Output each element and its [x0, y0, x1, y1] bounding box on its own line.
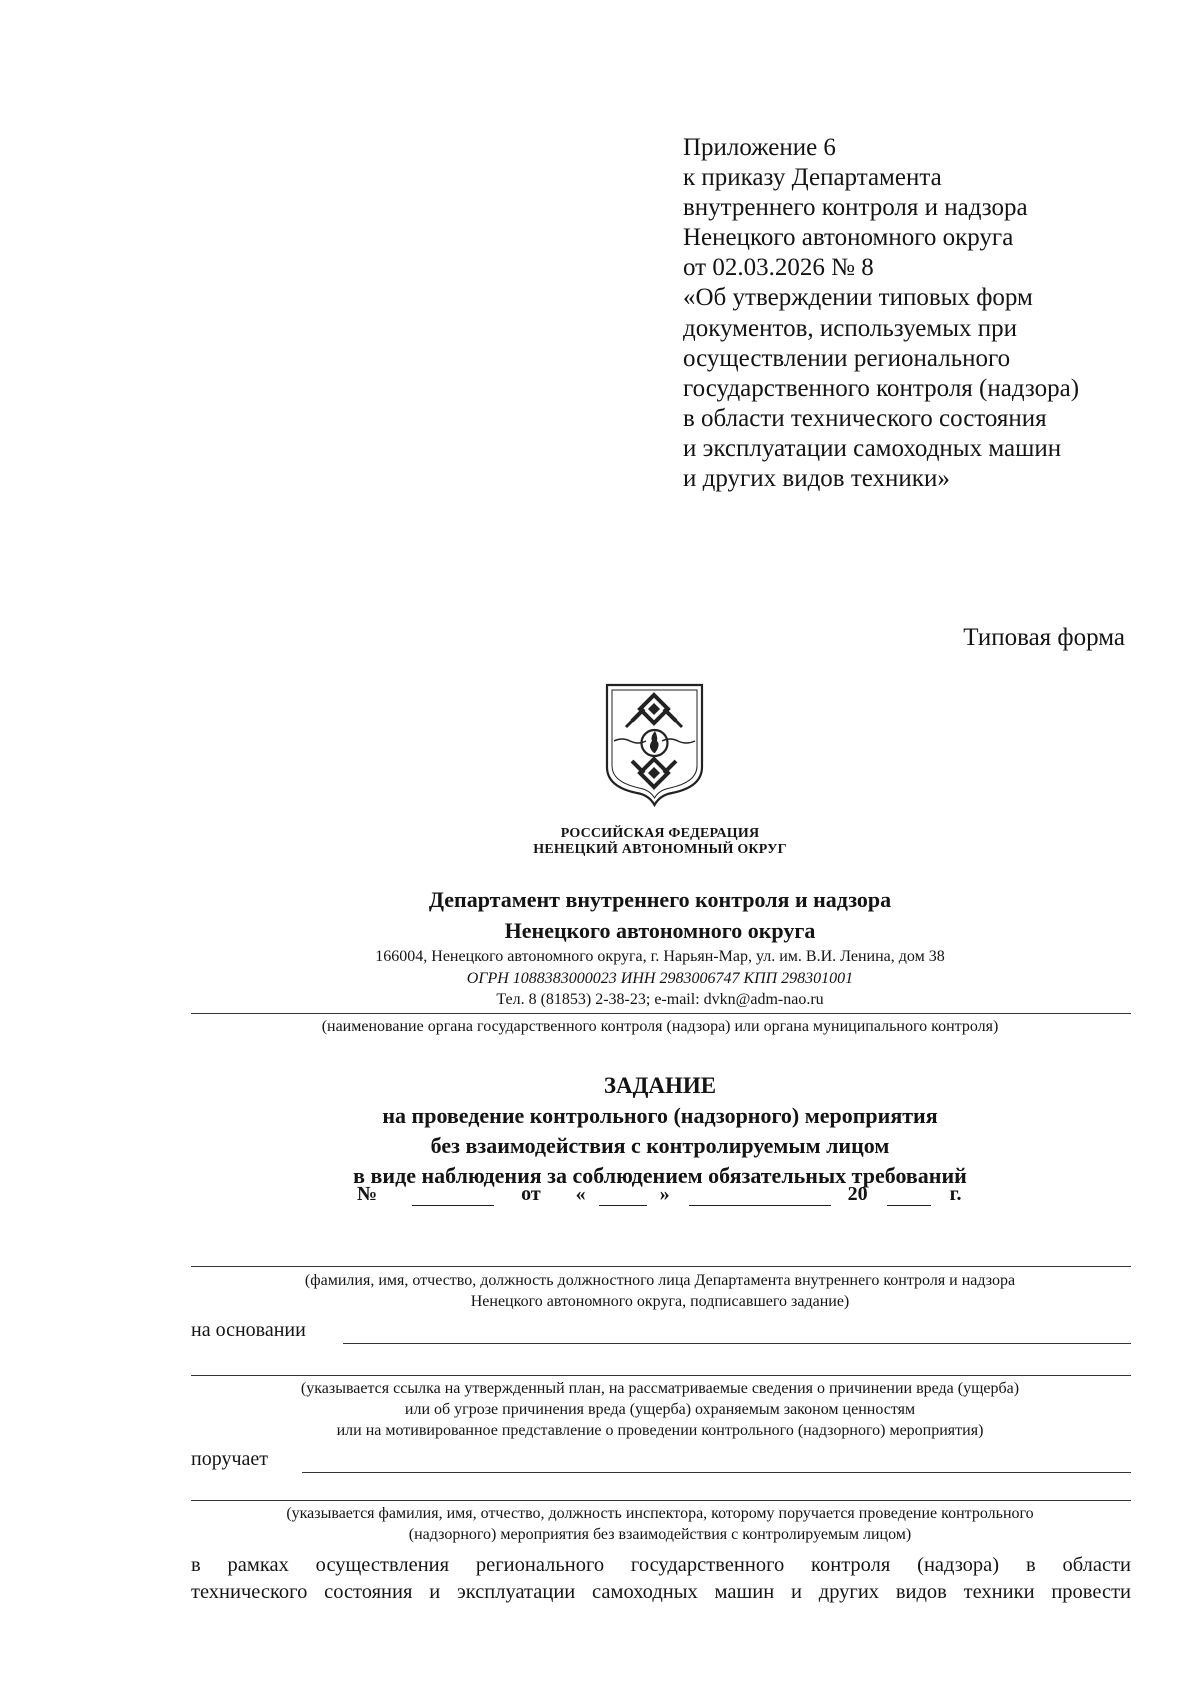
assign-label: поручает	[191, 1448, 268, 1470]
task-number-field[interactable]	[412, 1185, 494, 1206]
task-subtitle: без взаимодействия с контролируемым лицом	[430, 1133, 890, 1158]
number-sign: №	[357, 1183, 378, 1205]
from-word: от	[521, 1183, 541, 1205]
appendix-line: документов, используемых при	[683, 314, 1018, 342]
assignee-field[interactable]	[302, 1472, 1131, 1473]
department-name	[190, 884, 1130, 946]
appendix-block	[683, 133, 1183, 494]
official-field[interactable]	[191, 1266, 1131, 1267]
country-header	[190, 826, 1130, 858]
task-subtitle: на проведение контрольного (надзорного) мероприятия	[382, 1103, 938, 1128]
contacts-text: Тел. 8 (81853) 2-38-23; e-mail: dvkn@adm-nao.ru	[496, 991, 824, 1008]
caption-line: или на мотивированное представление о проведении контрольного (надзорного) мероприятия)	[336, 1422, 984, 1439]
basis-field-line2[interactable]	[191, 1375, 1131, 1376]
registration-ids: ОГРН 1088383000023 ИНН 2983006747 КПП 298301001	[466, 969, 854, 987]
nenets-coat-of-arms-icon	[602, 681, 707, 807]
basis-field[interactable]	[343, 1343, 1131, 1344]
appendix-line: «Об утверждении типовых форм	[683, 284, 1033, 312]
body-line: технического состояния и эксплуатации самоходных машин и других видов техники провести	[191, 1581, 1131, 1603]
task-title: ЗАДАНИЕ	[603, 1073, 717, 1098]
organ-caption: (наименование органа государственного контроля (надзора) или органа муниципального контроля)	[321, 1018, 999, 1035]
day-field[interactable]	[599, 1185, 647, 1206]
appendix-line: к приказу Департамента	[683, 164, 942, 192]
task-number-line	[357, 1183, 962, 1206]
department-line: Департамент внутреннего контроля и надзора	[428, 887, 892, 912]
appendix-line: и других видов техники»	[683, 465, 950, 493]
caption-line: (фамилия, имя, отчество, должность должностного лица Департамента внутреннего контроля и надзора	[304, 1272, 1016, 1289]
appendix-line: Приложение 6	[683, 134, 836, 161]
region-name: НЕНЕЦКИЙ АВТОНОМНЫЙ ОКРУГ	[533, 842, 787, 857]
caption-line: Ненецкого автономного округа, подписавшего задание)	[470, 1293, 850, 1310]
department-line: Ненецкого автономного округа	[504, 918, 816, 943]
assignee-field-line2[interactable]	[191, 1500, 1131, 1501]
appendix-line: внутреннего контроля и надзора	[683, 194, 1028, 222]
appendix-line: Ненецкого автономного округа	[683, 224, 1014, 252]
task-subtitle: в виде наблюдения за соблюдением обязательных требований	[353, 1163, 967, 1188]
task-title-block	[190, 1071, 1130, 1191]
appendix-line: в области технического состояния	[683, 404, 1047, 432]
form-type-label: Типовая форма	[963, 624, 1125, 651]
assign-caption	[190, 1503, 1130, 1545]
year-field[interactable]	[887, 1185, 931, 1206]
basis-label: на основании	[191, 1319, 306, 1341]
appendix-line: осуществлении регионального	[683, 344, 1011, 372]
body-line: в рамках осуществления регионального государственного контроля (надзора) в области	[191, 1554, 1131, 1576]
year-prefix: 20	[847, 1183, 868, 1205]
appendix-line: государственного контроля (надзора)	[683, 374, 1080, 402]
official-caption	[190, 1270, 1130, 1312]
address-text: 166004, Ненецкого автономного округа, г. Нарьян-Мар, ул. им. В.И. Ленина, дом 38	[375, 948, 945, 965]
body-paragraph	[191, 1552, 1131, 1606]
department-details	[190, 946, 1130, 1011]
appendix-line: от 02.03.2026 № 8	[683, 254, 874, 282]
basis-caption	[190, 1378, 1130, 1441]
divider	[191, 1013, 1131, 1014]
caption-line: (указывается фамилия, имя, отчество, должность инспектора, которому поручается проведение контрольного	[286, 1505, 1034, 1522]
caption-line: (надзорного) мероприятия без взаимодействия с контролируемым лицом)	[408, 1526, 912, 1543]
appendix-line: и эксплуатации самоходных машин	[683, 434, 1062, 462]
country-name: РОССИЙСКАЯ ФЕДЕРАЦИЯ	[560, 826, 760, 841]
caption-line: или об угрозе причинения вреда (ущерба) охраняемым законом ценностям	[404, 1401, 916, 1418]
quote-close: »	[659, 1183, 670, 1205]
quote-open: «	[575, 1183, 586, 1205]
caption-line: (указывается ссылка на утвержденный план, на рассматриваемые сведения о причинении вреда (ущерба)	[300, 1380, 1020, 1397]
year-suffix: г.	[949, 1183, 962, 1205]
month-field[interactable]	[689, 1185, 831, 1206]
